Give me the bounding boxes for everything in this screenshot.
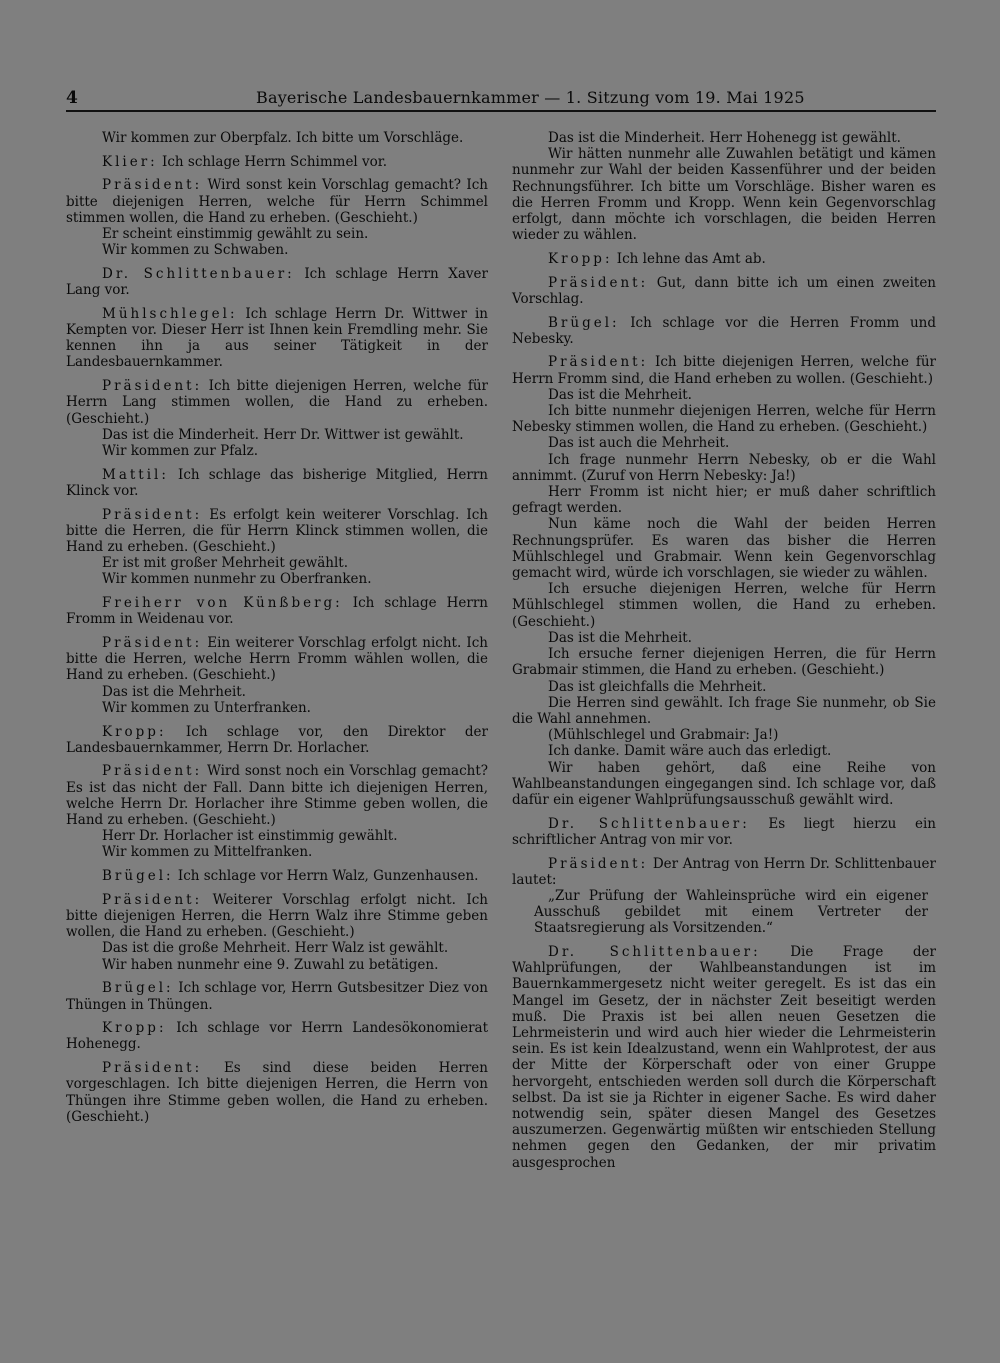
paragraph-text: „Zur Prüfung der Wahleinsprüche wird ein eigener Ausschuß gebildet mit einem Vertreter der Staatsregierung als Vorsitzenden.“ xyxy=(534,887,928,937)
paragraph xyxy=(512,435,936,451)
speaker-name: Präsident: xyxy=(102,177,203,194)
paragraph xyxy=(66,868,488,884)
paragraph-text: Das ist die Mehrheit. xyxy=(102,683,246,700)
speaker-name: Dr. Schlittenbauer: xyxy=(548,815,750,832)
paragraph-text: (Mühlschlegel und Grabmair: Ja!) xyxy=(548,727,779,744)
paragraph xyxy=(66,154,488,170)
paragraph-text: Wir haben nunmehr eine 9. Zuwahl zu betätigen. xyxy=(102,956,439,973)
paragraph xyxy=(66,266,488,298)
paragraph xyxy=(66,507,488,556)
paragraph xyxy=(512,146,936,243)
paragraph-text: Weiterer Vorschlag erfolgt nicht. Ich bitte diejenigen Herren, die Herrn Walz ihre Stimme geben wollen, die Hand zu erheben. (Geschieht.) xyxy=(66,891,488,941)
speaker-name: Präsident: xyxy=(102,1060,203,1077)
paragraph xyxy=(66,306,488,371)
left-column xyxy=(66,130,488,1132)
paragraph xyxy=(66,427,488,443)
paragraph xyxy=(512,354,936,386)
paragraph-text: Ich schlage das bisherige Mitglied, Herrn Klinck vor. xyxy=(66,466,488,499)
paragraph xyxy=(66,940,488,956)
paragraph-text: Es liegt hierzu ein schriftlicher Antrag von mir vor. xyxy=(512,815,936,848)
paragraph xyxy=(512,679,936,695)
speaker-name: Klier: xyxy=(102,153,158,170)
paragraph xyxy=(66,571,488,587)
paragraph-text: Ich bitte diejenigen Herren, welche für Herrn Fromm sind, die Hand erheben zu wollen. (Geschieht.) xyxy=(512,354,936,387)
paragraph xyxy=(512,130,936,146)
paragraph-text: Ich schlage vor Herrn Walz, Gunzenhausen. xyxy=(173,868,479,885)
paragraph xyxy=(512,516,936,581)
paragraph-text: Ich schlage vor, Herrn Gutsbesitzer Diez von Thüngen in Thüngen. xyxy=(66,980,488,1013)
paragraph xyxy=(66,1020,488,1052)
paragraph-text: Ich ersuche ferner diejenigen Herren, die für Herrn Grabmair stimmen, die Hand zu erheben. (Geschieht.) xyxy=(512,646,936,679)
speaker-name: Präsident: xyxy=(548,855,649,872)
paragraph xyxy=(512,275,936,307)
paragraph xyxy=(66,957,488,973)
speaker-name: Präsident: xyxy=(102,506,203,523)
speaker-name: Freiherr von Künßberg: xyxy=(102,595,343,612)
paragraph-text: Ich schlage Herrn Schimmel vor. xyxy=(157,153,388,170)
speaker-name: Präsident: xyxy=(102,891,203,908)
paragraph xyxy=(512,484,936,516)
paragraph-text: Wir kommen zur Pfalz. xyxy=(102,442,258,459)
paragraph xyxy=(512,856,936,888)
paragraph xyxy=(512,646,936,678)
speaker-name: Präsident: xyxy=(102,763,203,780)
paragraph xyxy=(66,443,488,459)
paragraph-text: Wird sonst kein Vorschlag gemacht? Ich bitte diejenigen Herren, welche für Herrn Schimmel stimmen wollen, die Hand zu erheben. (Geschieht.) xyxy=(66,177,488,226)
paragraph xyxy=(66,828,488,844)
paragraph-text: Gut, dann bitte ich um einen zweiten Vorschlag. xyxy=(512,274,936,307)
paragraph xyxy=(512,403,936,435)
running-title: Bayerische Landesbauernkammer — 1. Sitzung vom 19. Mai 1925 xyxy=(256,88,805,107)
header-rule xyxy=(66,110,936,112)
paragraph xyxy=(66,763,488,828)
page-header xyxy=(66,86,936,112)
paragraph xyxy=(66,595,488,627)
paragraph-text: Das ist die Minderheit. Herr Dr. Wittwer ist gewählt. xyxy=(102,426,464,443)
paragraph xyxy=(66,980,488,1012)
paragraph xyxy=(66,555,488,571)
paragraph xyxy=(66,467,488,499)
paragraph xyxy=(512,630,936,646)
paragraph xyxy=(512,743,936,759)
speaker-name: Mühlschlegel: xyxy=(102,305,238,322)
paragraph-text: Herr Fromm ist nicht hier; er muß daher schriftlich gefragt werden. xyxy=(512,484,936,517)
paragraph-text: Ich lehne das Amt ab. xyxy=(612,250,766,267)
paragraph-text: Er scheint einstimmig gewählt zu sein. xyxy=(102,226,369,243)
speaker-name: Brügel: xyxy=(548,314,620,331)
paragraph-text: Der Antrag von Herrn Dr. Schlittenbauer lautet: xyxy=(512,855,936,888)
paragraph xyxy=(66,635,488,684)
paragraph-text: Ein weiterer Vorschlag erfolgt nicht. Ich bitte die Herren, welche Herrn Fromm wählen wollen, die Hand zu erheben. (Geschieht.) xyxy=(66,634,488,684)
speaker-name: Kropp: xyxy=(102,723,167,740)
paragraph-text: Es sind diese beiden Herren vorgeschlagen. Ich bitte diejenigen Herren, die Herrn von Thüngen ihre Stimme geben wollen, die Hand zu erheben. (Geschieht.) xyxy=(66,1060,488,1125)
speaker-name: Kropp: xyxy=(102,1020,167,1037)
paragraph-text: Ich schlage vor Herrn Landesökonomierat Hohenegg. xyxy=(66,1020,488,1053)
speaker-name: Dr. Schlittenbauer: xyxy=(102,265,295,282)
paragraph-text: Wir kommen zu Mittelfranken. xyxy=(102,844,313,861)
speaker-name: Mattil: xyxy=(102,466,169,483)
paragraph-text: Ich frage nunmehr Herrn Nebesky, ob er die Wahl annimmt. (Zuruf von Herrn Nebesky: Ja!) xyxy=(512,451,936,484)
paragraph-text: Ich danke. Damit wäre auch das erledigt. xyxy=(548,743,832,760)
paragraph-text: Ich schlage Herrn Dr. Wittwer in Kempten vor. Dieser Herr ist Ihnen kein Fremdling mehr. Sie kennen ihn ja aus seiner Tätigkeit in der Landesbauernkammer. xyxy=(66,305,488,371)
paragraph-text: Das ist die Mehrheit. xyxy=(548,386,692,403)
paragraph-text: Die Frage der Wahlprüfungen, der Wahlbeanstandungen ist im Bauernkammergesetz nicht weiter geregelt. Es ist das ein Mangel im Gesetz, der in nächster Zeit beseitigt werden muß. Die Praxis ist bei allen neuen Gesetzen die Lehrmeisterin und wird auch hier wieder die Lehrmeisterin sein. Es ist kein Idealzustand, wenn ein Wahlprotest, der aus der Mitte der Körperschaft oder von einer Gruppe hervorgeht, entschieden werden soll durch die Körperschaft selbst. Da ist sie ja Richter in eigener Sache. Es wird daher notwendig sein, später diesen Mangel des Gesetzes auszumerzen. Gegenwärtig müßten wir entschieden Stellung nehmen gegen den Gedanken, der mir privatim ausgesprochen xyxy=(512,944,936,1171)
paragraph-text: Wir hätten nunmehr alle Zuwahlen betätigt und kämen nunmehr zur Wahl der beiden Kassenführer und der beiden Rechnungsführer. Ich bitte um Vorschläge. Bisher waren es die Herren Fromm und Kropp. Wenn kein Gegenvorschlag erfolgt, dann möchte ich vorschlagen, die beiden Herren wieder zu wählen. xyxy=(512,146,936,244)
paragraph xyxy=(512,888,936,937)
paragraph-text: Wird sonst noch ein Vorschlag gemacht? Es ist das nicht der Fall. Dann bitte ich diejenigen Herren, welche Herrn Dr. Horlacher ihre Stimme geben wollen, die Hand zu erheben. (Geschieht.) xyxy=(66,763,488,829)
paragraph-text: Ich schlage Herrn Fromm in Weidenau vor. xyxy=(66,595,488,628)
paragraph xyxy=(66,130,488,146)
paragraph-text: Das ist die Minderheit. Herr Hohenegg ist gewählt. xyxy=(548,130,901,146)
right-column xyxy=(512,130,936,1178)
paragraph xyxy=(66,684,488,700)
paragraph-text: Das ist die große Mehrheit. Herr Walz ist gewählt. xyxy=(102,940,449,957)
paragraph-text: Wir kommen zur Oberpfalz. Ich bitte um Vorschläge. xyxy=(102,130,464,146)
paragraph xyxy=(512,315,936,347)
speaker-name: Brügel: xyxy=(102,868,174,885)
paragraph-text: Ich bitte diejenigen Herren, welche für Herrn Lang stimmen wollen, die Hand zu erheben. (Geschieht.) xyxy=(66,378,488,427)
speaker-name: Präsident: xyxy=(548,274,649,291)
paragraph xyxy=(512,251,936,267)
paragraph xyxy=(512,695,936,727)
paragraph-text: Das ist auch die Mehrheit. xyxy=(548,435,730,452)
paragraph-text: Das ist die Mehrheit. xyxy=(548,629,692,646)
paragraph xyxy=(66,177,488,226)
paragraph xyxy=(66,724,488,756)
paragraph xyxy=(66,242,488,258)
paragraph xyxy=(66,226,488,242)
paragraph-text: Wir haben gehört, daß eine Reihe von Wahlbeanstandungen eingegangen sind. Ich schlage vor, daß dafür ein eigener Wahlprüfungsausschuß gewählt wird. xyxy=(512,759,936,808)
paragraph xyxy=(66,378,488,427)
paragraph-text: Ich schlage Herrn Xaver Lang vor. xyxy=(66,265,488,299)
paragraph-text: Ich schlage vor die Herren Fromm und Nebesky. xyxy=(512,314,936,347)
paragraph xyxy=(66,892,488,941)
paragraph-text: Es erfolgt kein weiterer Vorschlag. Ich bitte die Herren, die für Herrn Klinck stimmen wollen, die Hand zu erheben. (Geschieht.) xyxy=(66,506,488,555)
paragraph xyxy=(66,1060,488,1125)
page-number: 4 xyxy=(66,88,78,108)
paragraph-text: Ich schlage vor, den Direktor der Landesbauernkammer, Herrn Dr. Horlacher. xyxy=(66,723,488,756)
paragraph xyxy=(512,816,936,848)
speaker-name: Präsident: xyxy=(102,378,203,395)
paragraph xyxy=(512,581,936,630)
paragraph xyxy=(512,944,936,1171)
speaker-name: Präsident: xyxy=(102,634,203,651)
speaker-name: Präsident: xyxy=(548,354,649,371)
paragraph-text: Wir kommen zu Schwaben. xyxy=(102,242,289,259)
paragraph-text: Ich ersuche diejenigen Herren, welche für Herrn Mühlschlegel stimmen wollen, die Hand zu erheben. (Geschieht.) xyxy=(512,581,936,630)
speaker-name: Kropp: xyxy=(548,250,613,267)
paragraph xyxy=(512,452,936,484)
paragraph xyxy=(66,844,488,860)
speaker-name: Brügel: xyxy=(102,980,174,997)
paragraph xyxy=(512,387,936,403)
paragraph-text: Die Herren sind gewählt. Ich frage Sie nunmehr, ob Sie die Wahl annehmen. xyxy=(512,694,936,727)
paragraph-text: Wir kommen zu Unterfranken. xyxy=(102,699,311,716)
paragraph-text: Er ist mit großer Mehrheit gewählt. xyxy=(102,555,349,572)
paragraph-text: Nun käme noch die Wahl der beiden Herren Rechnungsprüfer. Es waren das bisher die Herren Mühlschlegel und Grabmair. Wenn kein Gegenvorschlag gemacht wird, würde ich vorschlagen, sie wieder zu wählen. xyxy=(512,516,936,582)
paragraph-text: Ich bitte nunmehr diejenigen Herren, welche für Herrn Nebesky stimmen wollen, die Hand zu erheben. (Geschieht.) xyxy=(512,403,936,436)
paragraph xyxy=(512,727,936,743)
paragraph-text: Das ist gleichfalls die Mehrheit. xyxy=(548,678,767,695)
paragraph-text: Herr Dr. Horlacher ist einstimmig gewählt. xyxy=(102,828,398,845)
paragraph xyxy=(66,700,488,716)
speaker-name: Dr. Schlittenbauer: xyxy=(548,944,761,961)
paragraph xyxy=(512,760,936,809)
paragraph-text: Wir kommen nunmehr zu Oberfranken. xyxy=(102,571,372,588)
